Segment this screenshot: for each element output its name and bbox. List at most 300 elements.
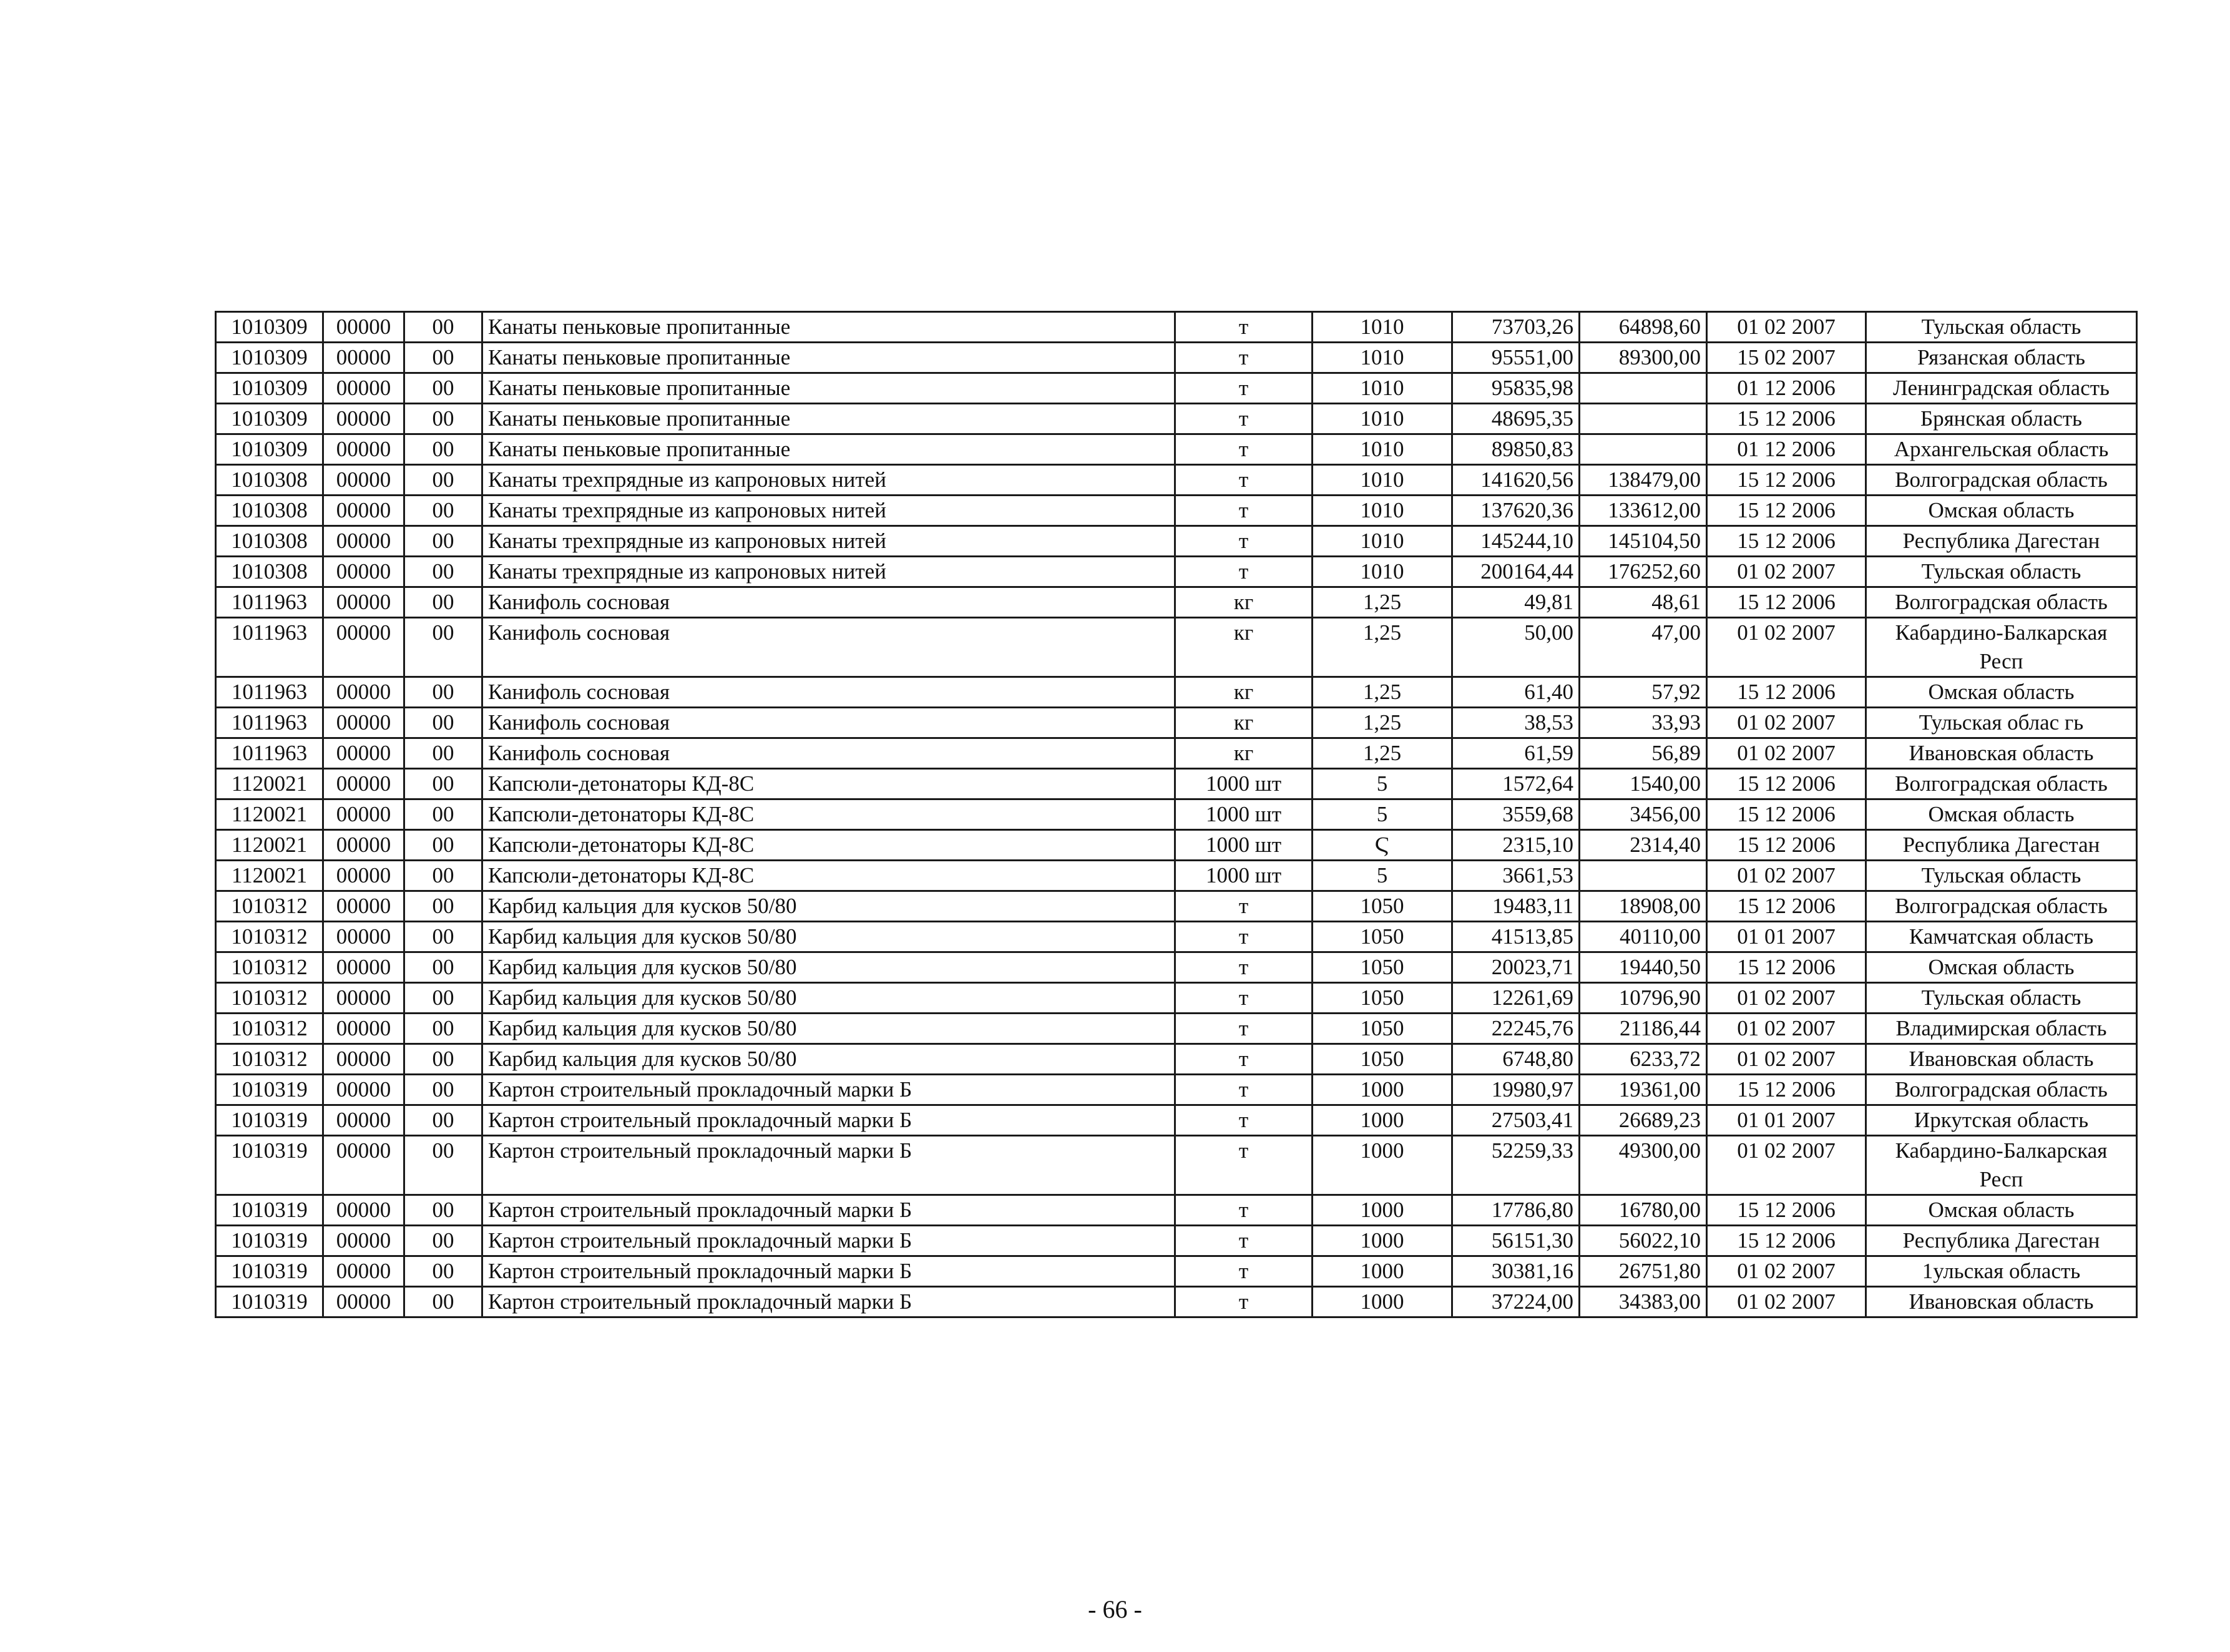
price-cell: 1572,64 <box>1452 769 1580 799</box>
type-code-cell: 00 <box>404 708 482 738</box>
region-cell: Тульская область <box>1866 557 2137 587</box>
price-cell: 89850,83 <box>1452 434 1580 465</box>
price-cell: 3661,53 <box>1452 861 1580 891</box>
date-cell: 15 12 2006 <box>1707 526 1866 557</box>
table-row <box>216 1105 2137 1136</box>
price-2-cell: 33,93 <box>1580 708 1707 738</box>
product-code-cell: 1010312 <box>216 1044 323 1075</box>
table-row <box>216 1195 2137 1226</box>
quantity-cell: 1010 <box>1313 496 1452 526</box>
type-code-cell: 00 <box>404 404 482 434</box>
price-cell: 50,00 <box>1452 618 1580 677</box>
price-2-cell: 176252,60 <box>1580 557 1707 587</box>
product-name-cell: Канаты пеньковые пропитанные <box>482 373 1175 404</box>
table-row <box>216 465 2137 496</box>
quantity-cell: 1050 <box>1313 1014 1452 1044</box>
sub-code-cell: 00000 <box>323 952 404 983</box>
region-cell: Омская область <box>1866 677 2137 708</box>
unit-cell: т <box>1175 891 1313 922</box>
table-row <box>216 618 2137 677</box>
sub-code-cell: 00000 <box>323 587 404 618</box>
date-cell: 01 01 2007 <box>1707 1105 1866 1136</box>
date-cell: 15 12 2006 <box>1707 952 1866 983</box>
sub-code-cell: 00000 <box>323 983 404 1014</box>
region-cell: Кабардино-Балкарская Респ <box>1866 618 2137 677</box>
product-code-cell: 1010312 <box>216 1014 323 1044</box>
unit-cell: т <box>1175 373 1313 404</box>
price-cell: 41513,85 <box>1452 922 1580 952</box>
product-name-cell: Картон строительный прокладочный марки Б <box>482 1287 1175 1317</box>
product-name-cell: Канаты трехпрядные из капроновых нитей <box>482 557 1175 587</box>
product-name-cell: Капсюли-детонаторы КД-8С <box>482 861 1175 891</box>
region-cell: Республика Дагестан <box>1866 830 2137 861</box>
unit-cell: кг <box>1175 738 1313 769</box>
unit-cell: т <box>1175 952 1313 983</box>
quantity-cell: Ϛ <box>1313 830 1452 861</box>
unit-cell: т <box>1175 526 1313 557</box>
sub-code-cell: 00000 <box>323 618 404 677</box>
sub-code-cell: 00000 <box>323 922 404 952</box>
table-row <box>216 373 2137 404</box>
price-2-cell: 145104,50 <box>1580 526 1707 557</box>
product-name-cell: Карбид кальция для кусков 50/80 <box>482 1014 1175 1044</box>
product-name-cell: Карбид кальция для кусков 50/80 <box>482 983 1175 1014</box>
region-cell: Владимирская область <box>1866 1014 2137 1044</box>
sub-code-cell: 00000 <box>323 404 404 434</box>
type-code-cell: 00 <box>404 952 482 983</box>
product-name-cell: Канаты трехпрядные из капроновых нитей <box>482 526 1175 557</box>
quantity-cell: 1000 <box>1313 1195 1452 1226</box>
unit-cell: кг <box>1175 708 1313 738</box>
price-cell: 137620,36 <box>1452 496 1580 526</box>
type-code-cell: 00 <box>404 373 482 404</box>
price-2-cell: 26689,23 <box>1580 1105 1707 1136</box>
product-name-cell: Картон строительный прокладочный марки Б <box>482 1075 1175 1105</box>
quantity-cell: 1000 <box>1313 1136 1452 1195</box>
product-name-cell: Карбид кальция для кусков 50/80 <box>482 922 1175 952</box>
price-cell: 6748,80 <box>1452 1044 1580 1075</box>
product-name-cell: Картон строительный прокладочный марки Б <box>482 1105 1175 1136</box>
price-cell: 61,59 <box>1452 738 1580 769</box>
quantity-cell: 1000 <box>1313 1226 1452 1256</box>
region-cell: Омская область <box>1866 952 2137 983</box>
price-cell: 73703,26 <box>1452 312 1580 343</box>
price-cell: 141620,56 <box>1452 465 1580 496</box>
product-code-cell: 1010308 <box>216 557 323 587</box>
type-code-cell: 00 <box>404 738 482 769</box>
date-cell: 01 02 2007 <box>1707 312 1866 343</box>
product-code-cell: 1120021 <box>216 830 323 861</box>
price-2-cell: 49300,00 <box>1580 1136 1707 1195</box>
page-number: - 66 - <box>1088 1595 1142 1623</box>
date-cell: 01 02 2007 <box>1707 1256 1866 1287</box>
date-cell: 15 12 2006 <box>1707 465 1866 496</box>
sub-code-cell: 00000 <box>323 799 404 830</box>
price-cell: 37224,00 <box>1452 1287 1580 1317</box>
quantity-cell: 1,25 <box>1313 708 1452 738</box>
table-row <box>216 891 2137 922</box>
product-code-cell: 1010319 <box>216 1195 323 1226</box>
price-2-cell: 16780,00 <box>1580 1195 1707 1226</box>
price-cell: 56151,30 <box>1452 1226 1580 1256</box>
price-2-cell: 21186,44 <box>1580 1014 1707 1044</box>
table-row <box>216 1136 2137 1195</box>
unit-cell: т <box>1175 465 1313 496</box>
unit-cell: т <box>1175 922 1313 952</box>
date-cell: 01 02 2007 <box>1707 738 1866 769</box>
unit-cell: 1000 шт <box>1175 769 1313 799</box>
price-cell: 49,81 <box>1452 587 1580 618</box>
price-cell: 52259,33 <box>1452 1136 1580 1195</box>
price-cell: 145244,10 <box>1452 526 1580 557</box>
table-row <box>216 1075 2137 1105</box>
table-row <box>216 557 2137 587</box>
sub-code-cell: 00000 <box>323 1287 404 1317</box>
region-cell: Республика Дагестан <box>1866 1226 2137 1256</box>
sub-code-cell: 00000 <box>323 708 404 738</box>
product-name-cell: Капсюли-детонаторы КД-8С <box>482 830 1175 861</box>
sub-code-cell: 00000 <box>323 1075 404 1105</box>
region-cell: Иркутская область <box>1866 1105 2137 1136</box>
table-row <box>216 496 2137 526</box>
product-name-cell: Картон строительный прокладочный марки Б <box>482 1256 1175 1287</box>
quantity-cell: 1010 <box>1313 465 1452 496</box>
price-2-cell: 3456,00 <box>1580 799 1707 830</box>
region-cell: Омская область <box>1866 1195 2137 1226</box>
type-code-cell: 00 <box>404 922 482 952</box>
type-code-cell: 00 <box>404 769 482 799</box>
unit-cell: кг <box>1175 587 1313 618</box>
region-cell: Тульская облас гь <box>1866 708 2137 738</box>
unit-cell: 1000 шт <box>1175 799 1313 830</box>
date-cell: 15 12 2006 <box>1707 891 1866 922</box>
price-cell: 38,53 <box>1452 708 1580 738</box>
region-cell: Волгоградская область <box>1866 769 2137 799</box>
sub-code-cell: 00000 <box>323 769 404 799</box>
price-2-cell: 40110,00 <box>1580 922 1707 952</box>
unit-cell: т <box>1175 343 1313 373</box>
sub-code-cell: 00000 <box>323 373 404 404</box>
product-code-cell: 1010319 <box>216 1105 323 1136</box>
quantity-cell: 1010 <box>1313 557 1452 587</box>
date-cell: 15 12 2006 <box>1707 830 1866 861</box>
sub-code-cell: 00000 <box>323 312 404 343</box>
price-2-cell: 19361,00 <box>1580 1075 1707 1105</box>
sub-code-cell: 00000 <box>323 434 404 465</box>
table-body <box>216 312 2137 1317</box>
region-cell: Рязанская область <box>1866 343 2137 373</box>
date-cell: 01 02 2007 <box>1707 861 1866 891</box>
price-2-cell: 1540,00 <box>1580 769 1707 799</box>
table-row <box>216 738 2137 769</box>
quantity-cell: 1000 <box>1313 1075 1452 1105</box>
quantity-cell: 1,25 <box>1313 618 1452 677</box>
sub-code-cell: 00000 <box>323 496 404 526</box>
date-cell: 01 02 2007 <box>1707 1044 1866 1075</box>
date-cell: 01 02 2007 <box>1707 618 1866 677</box>
product-code-cell: 1010319 <box>216 1075 323 1105</box>
table-row <box>216 830 2137 861</box>
type-code-cell: 00 <box>404 496 482 526</box>
date-cell: 15 12 2006 <box>1707 587 1866 618</box>
unit-cell: т <box>1175 1136 1313 1195</box>
product-name-cell: Канифоль сосновая <box>482 738 1175 769</box>
date-cell: 01 02 2007 <box>1707 983 1866 1014</box>
quantity-cell: 5 <box>1313 861 1452 891</box>
type-code-cell: 00 <box>404 799 482 830</box>
product-code-cell: 1010309 <box>216 343 323 373</box>
quantity-cell: 1010 <box>1313 312 1452 343</box>
type-code-cell: 00 <box>404 1075 482 1105</box>
date-cell: 01 02 2007 <box>1707 1287 1866 1317</box>
quantity-cell: 1000 <box>1313 1256 1452 1287</box>
quantity-cell: 5 <box>1313 769 1452 799</box>
date-cell: 01 02 2007 <box>1707 557 1866 587</box>
region-cell: Ивановская область <box>1866 738 2137 769</box>
price-cell: 19483,11 <box>1452 891 1580 922</box>
price-cell: 200164,44 <box>1452 557 1580 587</box>
quantity-cell: 1050 <box>1313 922 1452 952</box>
unit-cell: т <box>1175 1287 1313 1317</box>
unit-cell: т <box>1175 312 1313 343</box>
price-2-cell: 133612,00 <box>1580 496 1707 526</box>
price-2-cell: 47,00 <box>1580 618 1707 677</box>
product-code-cell: 1011963 <box>216 587 323 618</box>
region-cell: Республика Дагестан <box>1866 526 2137 557</box>
unit-cell: кг <box>1175 677 1313 708</box>
type-code-cell: 00 <box>404 465 482 496</box>
unit-cell: т <box>1175 983 1313 1014</box>
date-cell: 15 12 2006 <box>1707 769 1866 799</box>
product-code-cell: 1010312 <box>216 922 323 952</box>
product-code-cell: 1010319 <box>216 1226 323 1256</box>
product-name-cell: Канифоль сосновая <box>482 587 1175 618</box>
date-cell: 01 12 2006 <box>1707 373 1866 404</box>
type-code-cell: 00 <box>404 1226 482 1256</box>
price-cell: 3559,68 <box>1452 799 1580 830</box>
region-cell: Волгоградская область <box>1866 465 2137 496</box>
type-code-cell: 00 <box>404 587 482 618</box>
price-2-cell: 6233,72 <box>1580 1044 1707 1075</box>
table-row <box>216 587 2137 618</box>
type-code-cell: 00 <box>404 891 482 922</box>
unit-cell: т <box>1175 1044 1313 1075</box>
price-2-cell: 56022,10 <box>1580 1226 1707 1256</box>
region-cell: Волгоградская область <box>1866 891 2137 922</box>
date-cell: 15 12 2006 <box>1707 404 1866 434</box>
unit-cell: т <box>1175 1195 1313 1226</box>
sub-code-cell: 00000 <box>323 1226 404 1256</box>
product-code-cell: 1120021 <box>216 799 323 830</box>
product-code-cell: 1010309 <box>216 312 323 343</box>
price-cell: 27503,41 <box>1452 1105 1580 1136</box>
quantity-cell: 1050 <box>1313 891 1452 922</box>
region-cell: Кабардино-Балкарская Респ <box>1866 1136 2137 1195</box>
type-code-cell: 00 <box>404 526 482 557</box>
date-cell: 01 02 2007 <box>1707 1014 1866 1044</box>
price-cell: 61,40 <box>1452 677 1580 708</box>
unit-cell: т <box>1175 496 1313 526</box>
sub-code-cell: 00000 <box>323 1256 404 1287</box>
unit-cell: т <box>1175 404 1313 434</box>
region-cell: Архангельская область <box>1866 434 2137 465</box>
price-2-cell: 138479,00 <box>1580 465 1707 496</box>
table-row <box>216 1014 2137 1044</box>
date-cell: 15 12 2006 <box>1707 799 1866 830</box>
date-cell: 15 02 2007 <box>1707 343 1866 373</box>
product-code-cell: 1010312 <box>216 952 323 983</box>
unit-cell: т <box>1175 1075 1313 1105</box>
date-cell: 15 12 2006 <box>1707 1226 1866 1256</box>
price-2-cell: 34383,00 <box>1580 1287 1707 1317</box>
product-name-cell: Канаты пеньковые пропитанные <box>482 434 1175 465</box>
date-cell: 01 02 2007 <box>1707 1136 1866 1195</box>
unit-cell: т <box>1175 557 1313 587</box>
region-cell: Волгоградская область <box>1866 1075 2137 1105</box>
type-code-cell: 00 <box>404 343 482 373</box>
table-row <box>216 1226 2137 1256</box>
sub-code-cell: 00000 <box>323 343 404 373</box>
region-cell: Камчатская область <box>1866 922 2137 952</box>
type-code-cell: 00 <box>404 434 482 465</box>
table-row <box>216 952 2137 983</box>
price-2-cell: 26751,80 <box>1580 1256 1707 1287</box>
table-row <box>216 434 2137 465</box>
quantity-cell: 1010 <box>1313 343 1452 373</box>
table-row <box>216 312 2137 343</box>
quantity-cell: 1050 <box>1313 1044 1452 1075</box>
price-2-cell: 56,89 <box>1580 738 1707 769</box>
quantity-cell: 1000 <box>1313 1287 1452 1317</box>
product-name-cell: Канаты пеньковые пропитанные <box>482 404 1175 434</box>
product-code-cell: 1010319 <box>216 1136 323 1195</box>
product-name-cell: Канифоль сосновая <box>482 677 1175 708</box>
table-row <box>216 1044 2137 1075</box>
product-code-cell: 1120021 <box>216 861 323 891</box>
date-cell: 15 12 2006 <box>1707 496 1866 526</box>
product-code-cell: 1010319 <box>216 1256 323 1287</box>
quantity-cell: 1050 <box>1313 952 1452 983</box>
price-cell: 22245,76 <box>1452 1014 1580 1044</box>
sub-code-cell: 00000 <box>323 677 404 708</box>
region-cell: Тульская область <box>1866 983 2137 1014</box>
unit-cell: 1000 шт <box>1175 830 1313 861</box>
price-2-cell: 18908,00 <box>1580 891 1707 922</box>
product-name-cell: Канаты пеньковые пропитанные <box>482 343 1175 373</box>
price-table <box>215 311 2138 1318</box>
price-2-cell: 57,92 <box>1580 677 1707 708</box>
type-code-cell: 00 <box>404 1105 482 1136</box>
price-2-cell: 48,61 <box>1580 587 1707 618</box>
quantity-cell: 1050 <box>1313 983 1452 1014</box>
region-cell: Ивановская область <box>1866 1044 2137 1075</box>
quantity-cell: 1010 <box>1313 373 1452 404</box>
product-code-cell: 1010309 <box>216 404 323 434</box>
price-cell: 19980,97 <box>1452 1075 1580 1105</box>
product-name-cell: Канифоль сосновая <box>482 618 1175 677</box>
table-row <box>216 404 2137 434</box>
product-name-cell: Картон строительный прокладочный марки Б <box>482 1195 1175 1226</box>
table-row <box>216 343 2137 373</box>
date-cell: 01 12 2006 <box>1707 434 1866 465</box>
product-name-cell: Картон строительный прокладочный марки Б <box>482 1226 1175 1256</box>
price-2-cell: 2314,40 <box>1580 830 1707 861</box>
product-name-cell: Канаты пеньковые пропитанные <box>482 312 1175 343</box>
product-name-cell: Капсюли-детонаторы КД-8С <box>482 799 1175 830</box>
sub-code-cell: 00000 <box>323 557 404 587</box>
price-2-cell: 19440,50 <box>1580 952 1707 983</box>
quantity-cell: 1010 <box>1313 404 1452 434</box>
type-code-cell: 00 <box>404 312 482 343</box>
table-row <box>216 708 2137 738</box>
product-code-cell: 1010312 <box>216 983 323 1014</box>
type-code-cell: 00 <box>404 1256 482 1287</box>
sub-code-cell: 00000 <box>323 891 404 922</box>
unit-cell: т <box>1175 434 1313 465</box>
product-code-cell: 1010309 <box>216 373 323 404</box>
sub-code-cell: 00000 <box>323 1136 404 1195</box>
type-code-cell: 00 <box>404 1287 482 1317</box>
price-cell: 48695,35 <box>1452 404 1580 434</box>
type-code-cell: 00 <box>404 557 482 587</box>
product-name-cell: Карбид кальция для кусков 50/80 <box>482 891 1175 922</box>
product-name-cell: Карбид кальция для кусков 50/80 <box>482 1044 1175 1075</box>
region-cell: Тульская область <box>1866 312 2137 343</box>
product-name-cell: Капсюли-детонаторы КД-8С <box>482 769 1175 799</box>
price-cell: 95835,98 <box>1452 373 1580 404</box>
quantity-cell: 1000 <box>1313 1105 1452 1136</box>
unit-cell: кг <box>1175 618 1313 677</box>
sub-code-cell: 00000 <box>323 465 404 496</box>
type-code-cell: 00 <box>404 1014 482 1044</box>
product-code-cell: 1011963 <box>216 708 323 738</box>
date-cell: 15 12 2006 <box>1707 677 1866 708</box>
price-cell: 17786,80 <box>1452 1195 1580 1226</box>
product-code-cell: 1010308 <box>216 496 323 526</box>
product-code-cell: 1011963 <box>216 738 323 769</box>
date-cell: 01 01 2007 <box>1707 922 1866 952</box>
region-cell: Омская область <box>1866 496 2137 526</box>
region-cell: 1ульская область <box>1866 1256 2137 1287</box>
product-name-cell: Канаты трехпрядные из капроновых нитей <box>482 496 1175 526</box>
type-code-cell: 00 <box>404 861 482 891</box>
quantity-cell: 1010 <box>1313 434 1452 465</box>
price-cell: 30381,16 <box>1452 1256 1580 1287</box>
unit-cell: т <box>1175 1256 1313 1287</box>
product-name-cell: Картон строительный прокладочный марки Б <box>482 1136 1175 1195</box>
product-code-cell: 1010308 <box>216 465 323 496</box>
region-cell: Тульская область <box>1866 861 2137 891</box>
price-2-cell: 64898,60 <box>1580 312 1707 343</box>
date-cell: 15 12 2006 <box>1707 1195 1866 1226</box>
price-cell: 95551,00 <box>1452 343 1580 373</box>
price-2-cell <box>1580 404 1707 434</box>
product-name-cell: Канифоль сосновая <box>482 708 1175 738</box>
product-name-cell: Карбид кальция для кусков 50/80 <box>482 952 1175 983</box>
price-2-cell <box>1580 373 1707 404</box>
unit-cell: т <box>1175 1226 1313 1256</box>
quantity-cell: 5 <box>1313 799 1452 830</box>
table-row <box>216 861 2137 891</box>
sub-code-cell: 00000 <box>323 526 404 557</box>
type-code-cell: 00 <box>404 618 482 677</box>
price-cell: 2315,10 <box>1452 830 1580 861</box>
table-row <box>216 1256 2137 1287</box>
table-row <box>216 769 2137 799</box>
table-row <box>216 1287 2137 1317</box>
product-code-cell: 1011963 <box>216 677 323 708</box>
type-code-cell: 00 <box>404 1136 482 1195</box>
